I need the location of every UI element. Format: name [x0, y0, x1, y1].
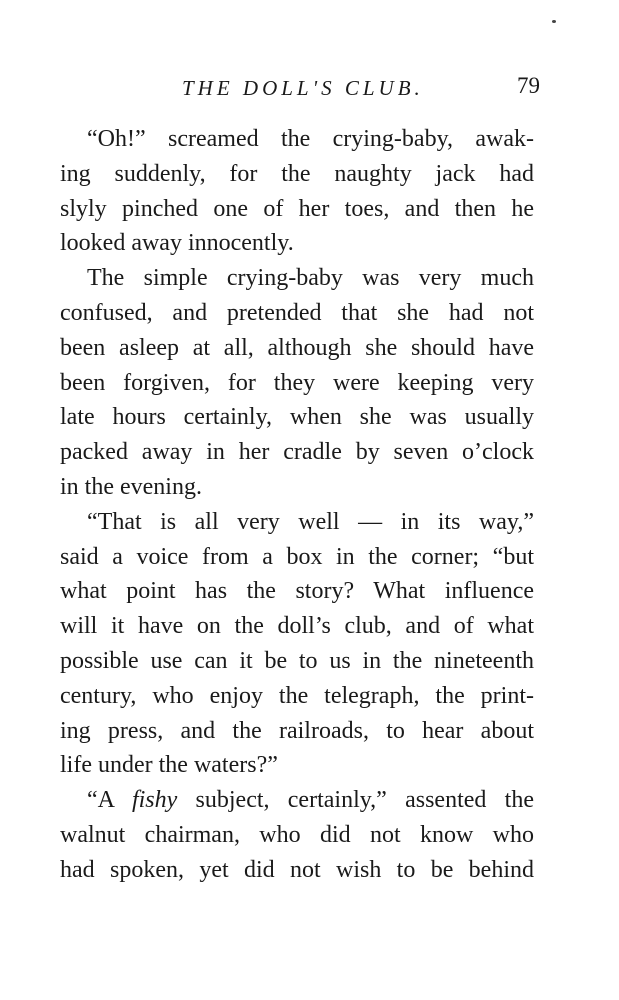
text-line: century, who enjoy the telegraph, the print-: [60, 682, 534, 709]
text-line: said a voice from a box in the corner; “but: [60, 543, 534, 570]
text-line: been asleep at all, although she should have: [60, 334, 534, 361]
text-line: “That is all very well — in its way,”: [87, 508, 534, 535]
text-line: “Oh!” screamed the crying-baby, awak-: [87, 126, 534, 152]
text-line: what point has the story? What influence: [60, 578, 534, 605]
text-line: walnut chairman, who did not know who: [60, 821, 534, 848]
text-line: life under the waters?”: [60, 752, 278, 779]
running-title: THE DOLL'S CLUB.: [182, 76, 424, 100]
text-line: possible use can it be to us in the nineteenth: [60, 647, 534, 674]
italic-word: fishy: [131, 787, 178, 814]
text-line: been forgiven, for they were keeping very: [60, 369, 534, 396]
text-line: slyly pinched one of her toes, and then he: [60, 195, 534, 222]
text-line: ing suddenly, for the naughty jack had: [60, 160, 534, 187]
text-line: The simple crying-baby was very much: [87, 265, 534, 292]
text-line: in the evening.: [60, 473, 202, 500]
text-line: [60, 783, 534, 818]
text-line: had spoken, yet did not wish to be behind: [60, 856, 534, 883]
text-segment: “A: [87, 787, 132, 814]
text-line: late hours certainly, when she was usually: [60, 404, 534, 431]
body-text: [60, 122, 534, 888]
text-line: packed away in her cradle by seven o’clock: [60, 439, 534, 466]
ink-speck: [552, 20, 556, 23]
page-number: 79: [517, 73, 540, 98]
text-line: ing press, and the railroads, to hear about: [60, 717, 534, 744]
running-head: [60, 73, 540, 106]
text-line: confused, and pretended that she had not: [60, 299, 534, 326]
text-line: looked away innocently.: [60, 230, 294, 257]
text-segment: subject, certainly,” assented the: [177, 787, 534, 814]
text-line: will it have on the doll’s club, and of what: [60, 613, 534, 640]
